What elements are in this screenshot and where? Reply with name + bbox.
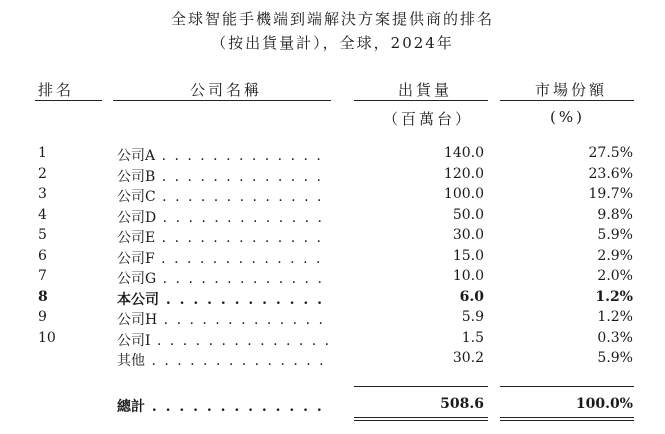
- shipments-cell: 50.0: [452, 206, 484, 223]
- shipments-cell: 10.0: [452, 268, 484, 284]
- company-name-cell: 公司I . . .: [117, 330, 329, 350]
- company-name-cell: 公司B . . .: [117, 166, 329, 186]
- header-company: 公司名稱: [190, 81, 263, 99]
- share-cell: 19.7%: [588, 186, 633, 202]
- table-row: [0, 289, 665, 309]
- shipments-cell: 120.0: [443, 165, 484, 182]
- rank-cell: 5: [38, 227, 47, 243]
- company-name-cell: 公司C . . .: [117, 186, 329, 206]
- rule-share: [500, 100, 634, 101]
- table-title: 全球智能手機端到端解決方案提供商的排名: [170, 10, 494, 28]
- table-row: [0, 186, 665, 206]
- rank-cell: 1: [38, 145, 47, 161]
- company-name-cell: 公司F . . .: [117, 248, 329, 268]
- rank-cell: 7: [38, 268, 47, 284]
- table-row: [0, 248, 665, 268]
- total-shipments: 508.6: [440, 396, 484, 412]
- share-cell: 27.5%: [588, 145, 633, 161]
- total-double-rule-shipments: [354, 417, 488, 421]
- shipments-cell: 6.0: [459, 288, 484, 305]
- header-rank: 排名: [38, 81, 75, 99]
- table-row: [0, 145, 665, 165]
- shipments-cell: 5.9: [461, 309, 484, 325]
- table-row: [0, 330, 665, 350]
- table-row: [0, 309, 665, 329]
- rule-rank: [35, 100, 102, 101]
- share-cell: 23.6%: [588, 165, 633, 182]
- rank-cell: 6: [38, 247, 47, 264]
- shipments-cell: 15.0: [452, 247, 484, 264]
- company-name-cell: 公司E . . .: [117, 227, 329, 247]
- company-name-cell: 公司H . . .: [117, 309, 329, 329]
- total-label: 總計 . . .: [117, 396, 329, 416]
- company-name-cell: 公司A . . .: [117, 145, 329, 165]
- shipments-cell: 30.0: [452, 227, 484, 243]
- rank-cell: 2: [38, 165, 47, 182]
- share-cell: 5.9%: [597, 227, 633, 243]
- share-cell: 0.3%: [597, 329, 633, 346]
- company-name-cell: 本公司 . . .: [117, 289, 329, 309]
- share-cell: 1.2%: [595, 288, 633, 305]
- share-cell: 1.2%: [597, 309, 633, 325]
- share-cell: 5.9%: [597, 350, 633, 366]
- rank-cell: 10: [38, 329, 56, 346]
- rule-shipments: [354, 100, 488, 101]
- share-cell: 2.0%: [597, 268, 633, 284]
- rank-cell: 3: [38, 186, 47, 202]
- company-name-cell: 公司G . . .: [117, 268, 329, 288]
- total-row: [0, 396, 665, 416]
- table-subtitle: （按出貨量計），全球，2024年: [211, 34, 454, 52]
- rule-company: [113, 100, 331, 101]
- subtotal-rule-share: [500, 386, 634, 387]
- shipments-cell: 100.0: [443, 186, 484, 202]
- header-shipments: 出貨量: [398, 81, 453, 99]
- total-share: 100.0%: [575, 396, 633, 412]
- rank-cell: 4: [38, 206, 47, 223]
- shipments-cell: 1.5: [461, 329, 484, 346]
- table-row: [0, 207, 665, 227]
- header-share: 市場份額: [535, 81, 608, 99]
- shipments-cell: 140.0: [443, 145, 484, 161]
- header-shipments-unit: （百萬台）: [383, 110, 474, 128]
- company-name-cell: 公司D . . .: [117, 207, 329, 227]
- subtotal-rule-shipments: [354, 386, 488, 387]
- shipments-cell: 30.2: [452, 350, 484, 366]
- header-share-unit: (%): [550, 108, 585, 126]
- table-row: [0, 227, 665, 247]
- rank-cell: 8: [38, 288, 48, 305]
- company-name-cell: 其他 . . .: [117, 350, 329, 370]
- share-cell: 2.9%: [597, 247, 633, 264]
- table-row: [0, 350, 665, 370]
- rank-cell: 9: [38, 309, 47, 325]
- table-row: [0, 166, 665, 186]
- total-double-rule-share: [500, 417, 634, 421]
- table-row: [0, 268, 665, 288]
- share-cell: 9.8%: [597, 206, 633, 223]
